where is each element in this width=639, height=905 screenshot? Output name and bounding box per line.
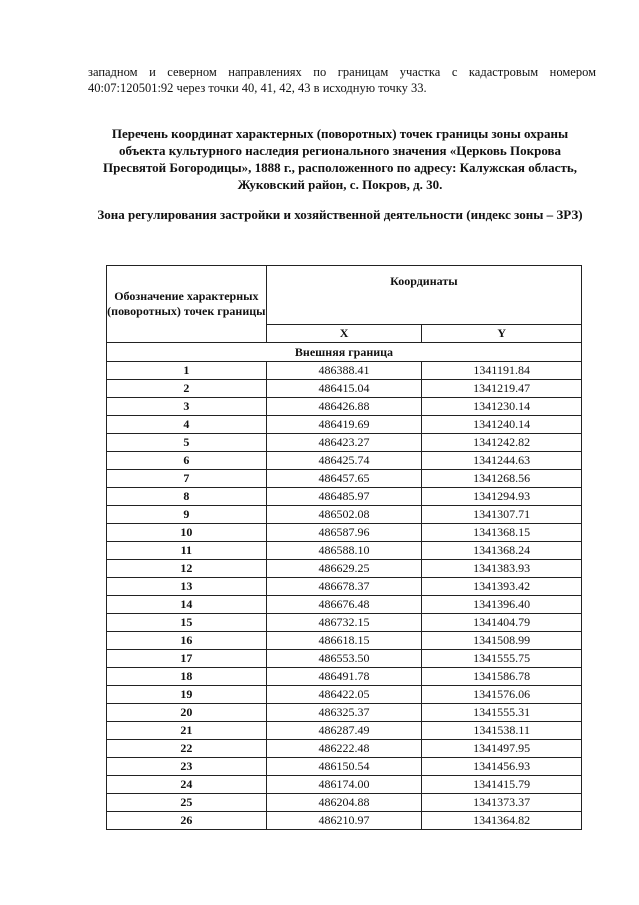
table-row <box>107 650 582 668</box>
table-row <box>107 740 582 758</box>
y-coordinate-cell: 1341244.63 <box>422 452 582 470</box>
x-coordinate-cell: 486425.74 <box>266 452 422 470</box>
table-row <box>107 506 582 524</box>
x-coordinate-cell: 486587.96 <box>266 524 422 542</box>
y-coordinate-cell: 1341538.11 <box>422 722 582 740</box>
table-header-row <box>107 266 582 325</box>
point-number-cell: 19 <box>107 686 267 704</box>
y-coordinate-cell: 1341368.15 <box>422 524 582 542</box>
x-coordinate-cell: 486618.15 <box>266 632 422 650</box>
table-row <box>107 416 582 434</box>
point-number-cell: 20 <box>107 704 267 722</box>
table-row <box>107 794 582 812</box>
point-number-cell: 24 <box>107 776 267 794</box>
table-row <box>107 704 582 722</box>
x-coordinate-cell: 486325.37 <box>266 704 422 722</box>
point-number-cell: 10 <box>107 524 267 542</box>
y-coordinate-cell: 1341368.24 <box>422 542 582 560</box>
table-row <box>107 722 582 740</box>
point-column-header: Обозначение характерных (поворотных) точек границы <box>107 266 267 343</box>
x-coordinate-cell: 486678.37 <box>266 578 422 596</box>
table-row <box>107 542 582 560</box>
x-column-header: X <box>266 325 422 343</box>
y-coordinate-cell: 1341497.95 <box>422 740 582 758</box>
coordinates-column-header: Координаты <box>266 266 581 325</box>
y-coordinate-cell: 1341586.78 <box>422 668 582 686</box>
point-number-cell: 6 <box>107 452 267 470</box>
table-row <box>107 632 582 650</box>
y-coordinate-cell: 1341219.47 <box>422 380 582 398</box>
table-row <box>107 488 582 506</box>
y-coordinate-cell: 1341508.99 <box>422 632 582 650</box>
y-coordinate-cell: 1341373.37 <box>422 794 582 812</box>
y-coordinate-cell: 1341307.71 <box>422 506 582 524</box>
x-coordinate-cell: 486485.97 <box>266 488 422 506</box>
y-coordinate-cell: 1341415.79 <box>422 776 582 794</box>
y-coordinate-cell: 1341191.84 <box>422 362 582 380</box>
point-number-cell: 13 <box>107 578 267 596</box>
x-coordinate-cell: 486629.25 <box>266 560 422 578</box>
point-number-cell: 11 <box>107 542 267 560</box>
x-coordinate-cell: 486204.88 <box>266 794 422 812</box>
x-coordinate-cell: 486222.48 <box>266 740 422 758</box>
x-coordinate-cell: 486210.97 <box>266 812 422 830</box>
y-coordinate-cell: 1341555.31 <box>422 704 582 722</box>
point-number-cell: 16 <box>107 632 267 650</box>
table-row <box>107 776 582 794</box>
point-number-cell: 3 <box>107 398 267 416</box>
point-number-cell: 17 <box>107 650 267 668</box>
y-coordinate-cell: 1341242.82 <box>422 434 582 452</box>
document-heading: Перечень координат характерных (поворотных) точек границы зоны охраны объекта культурного наследия регионального значения «Церковь Покрова Пресвятой Богородицы», 1888 г., расположенного по адресу: Калужская область, Жуковский район, с. Покров, д. 30. <box>103 126 577 192</box>
y-coordinate-cell: 1341456.93 <box>422 758 582 776</box>
x-coordinate-cell: 486553.50 <box>266 650 422 668</box>
table-row <box>107 614 582 632</box>
x-coordinate-cell: 486732.15 <box>266 614 422 632</box>
x-coordinate-cell: 486457.65 <box>266 470 422 488</box>
table-row <box>107 470 582 488</box>
table-row <box>107 758 582 776</box>
table-row <box>107 812 582 830</box>
y-coordinate-cell: 1341383.93 <box>422 560 582 578</box>
point-number-cell: 18 <box>107 668 267 686</box>
intro-paragraph: западном и северном направлениях по границам участка с кадастровым номером 40:07:120501:92 через точки 40, 41, 42, 43 в исходную точку 33. <box>88 65 596 95</box>
point-number-cell: 23 <box>107 758 267 776</box>
x-coordinate-cell: 486422.05 <box>266 686 422 704</box>
point-number-cell: 2 <box>107 380 267 398</box>
x-coordinate-cell: 486423.27 <box>266 434 422 452</box>
table-row <box>107 434 582 452</box>
y-coordinate-cell: 1341240.14 <box>422 416 582 434</box>
x-coordinate-cell: 486491.78 <box>266 668 422 686</box>
point-number-cell: 1 <box>107 362 267 380</box>
point-number-cell: 25 <box>107 794 267 812</box>
point-number-cell: 7 <box>107 470 267 488</box>
point-number-cell: 14 <box>107 596 267 614</box>
table-row <box>107 668 582 686</box>
point-number-cell: 22 <box>107 740 267 758</box>
y-coordinate-cell: 1341393.42 <box>422 578 582 596</box>
zone-subheading: Зона регулирования застройки и хозяйственной деятельности (индекс зоны – ЗРЗ) <box>97 207 583 222</box>
table-row <box>107 524 582 542</box>
point-number-cell: 8 <box>107 488 267 506</box>
x-coordinate-cell: 486588.10 <box>266 542 422 560</box>
x-coordinate-cell: 486502.08 <box>266 506 422 524</box>
point-number-cell: 12 <box>107 560 267 578</box>
x-coordinate-cell: 486174.00 <box>266 776 422 794</box>
coordinates-table <box>106 265 582 830</box>
x-coordinate-cell: 486676.48 <box>266 596 422 614</box>
section-label: Внешняя граница <box>107 343 582 362</box>
table-row <box>107 560 582 578</box>
y-coordinate-cell: 1341576.06 <box>422 686 582 704</box>
table-row <box>107 596 582 614</box>
table-row <box>107 686 582 704</box>
y-coordinate-cell: 1341396.40 <box>422 596 582 614</box>
table-row <box>107 380 582 398</box>
y-coordinate-cell: 1341555.75 <box>422 650 582 668</box>
x-coordinate-cell: 486426.88 <box>266 398 422 416</box>
x-coordinate-cell: 486419.69 <box>266 416 422 434</box>
y-coordinate-cell: 1341404.79 <box>422 614 582 632</box>
point-number-cell: 5 <box>107 434 267 452</box>
table-row <box>107 398 582 416</box>
y-coordinate-cell: 1341294.93 <box>422 488 582 506</box>
y-coordinate-cell: 1341364.82 <box>422 812 582 830</box>
table-row <box>107 578 582 596</box>
table-row <box>107 452 582 470</box>
table-row <box>107 362 582 380</box>
x-coordinate-cell: 486287.49 <box>266 722 422 740</box>
y-coordinate-cell: 1341230.14 <box>422 398 582 416</box>
x-coordinate-cell: 486415.04 <box>266 380 422 398</box>
point-number-cell: 26 <box>107 812 267 830</box>
y-column-header: Y <box>422 325 582 343</box>
point-number-cell: 4 <box>107 416 267 434</box>
x-coordinate-cell: 486150.54 <box>266 758 422 776</box>
y-coordinate-cell: 1341268.56 <box>422 470 582 488</box>
point-number-cell: 21 <box>107 722 267 740</box>
section-row <box>107 343 582 362</box>
point-number-cell: 15 <box>107 614 267 632</box>
x-coordinate-cell: 486388.41 <box>266 362 422 380</box>
point-number-cell: 9 <box>107 506 267 524</box>
